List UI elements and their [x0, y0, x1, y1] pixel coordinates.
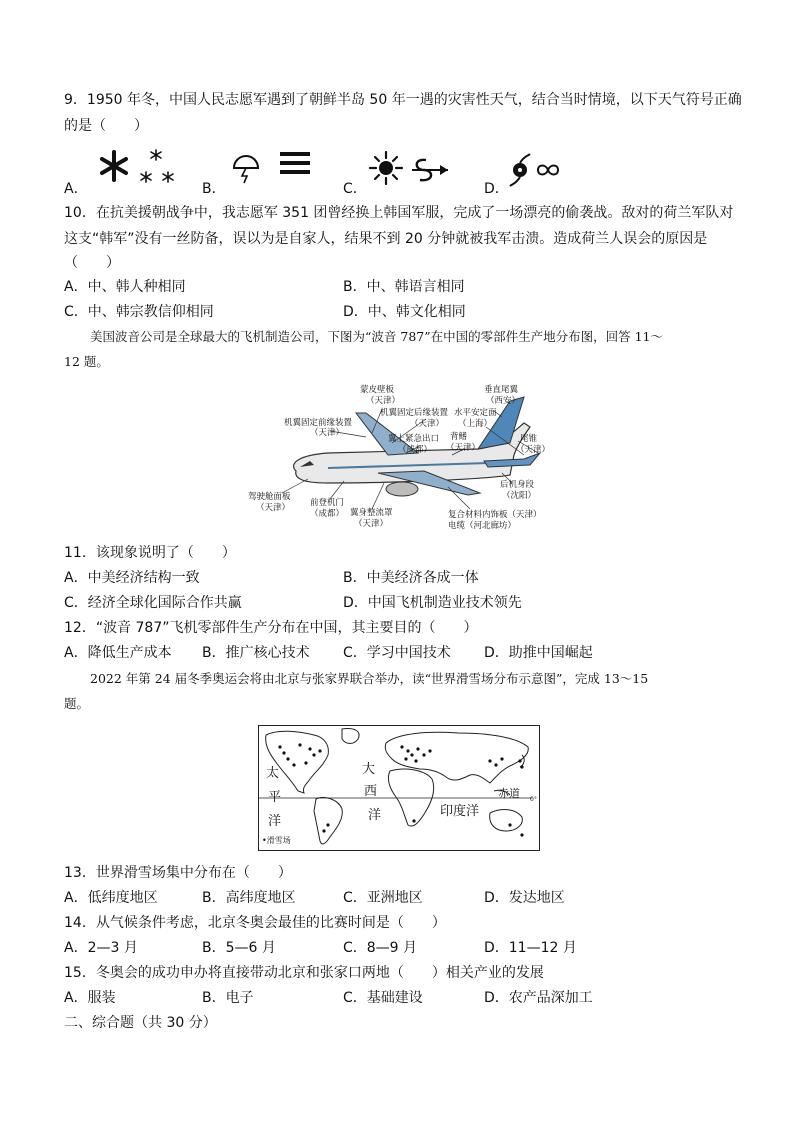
label-dorsal-fin: 背鳍	[450, 432, 468, 442]
label-skin-panel-loc: （天津）	[366, 396, 401, 406]
q14-option-a: A．2—3 月	[64, 940, 138, 956]
label-cockpit-panel: 驾驶舱面板	[248, 492, 291, 502]
q9-stem-line1: 9．1950 年冬，中国人民志愿军遇到了朝鲜半岛 50 年一遇的灾害性天气，结合当时情境，以下天气符号正确	[64, 92, 742, 108]
q12-option-b: B．推广核心技术	[202, 645, 310, 661]
label-forward-door: 前登机门	[310, 498, 345, 508]
label-cables: 电缆（河北廊坊）	[448, 521, 517, 531]
q10-stem-line2: 这支“韩军”没有一丝防备，误以为是自家人，结果不到 20 分钟就被我军击溃。造成荷兰人误会的原因是	[64, 231, 708, 247]
label-horizontal-stabilizer: 水平安定面	[454, 408, 497, 418]
q9-option-c-label: C．	[343, 181, 367, 197]
map-label-pacific-1: 太	[266, 766, 280, 781]
thunderstorm-and-fog-icon	[226, 146, 316, 186]
q11-option-c: C．经济全球化国际合作共赢	[64, 595, 242, 611]
map-label-atlantic-3: 洋	[368, 808, 382, 823]
q10-option-d: D．中、韩文化相同	[343, 304, 466, 320]
label-tail-cone: 尾锥	[520, 434, 538, 444]
intro-13-15-line2: 题。	[64, 696, 90, 711]
label-wing-trailing-edge-loc: （天津）	[410, 419, 445, 429]
q15-option-c: C．基础建设	[343, 990, 423, 1006]
label-skin-panel: 蒙皮壁板	[360, 385, 395, 395]
world-ski-resort-map	[258, 725, 540, 851]
q14-option-c: C．8—9 月	[343, 940, 418, 956]
intro-11-12-line1: 美国波音公司是全球最大的飞机制造公司，下图为“波音 787”在中国的零部件生产地分布图，回答 11～	[90, 329, 663, 344]
q11-option-b: B．中美经济各成一体	[343, 570, 479, 586]
q14-stem: 14．从气候条件考虑，北京冬奥会最佳的比赛时间是（ ）	[64, 915, 446, 931]
label-wing-trailing-edge: 机翼固定后缘装置	[380, 408, 449, 418]
q11-option-d: D．中国飞机制造业技术领先	[343, 595, 522, 611]
q15-option-d: D．农产品深加工	[484, 990, 593, 1006]
label-aft-fuselage: 后机身段	[500, 480, 535, 490]
q11-stem: 11．该现象说明了（ ）	[64, 545, 236, 561]
map-label-atlantic-2: 西	[364, 784, 378, 799]
map-legend: •滑雪场	[262, 836, 291, 845]
q10-option-c: C．中、韩宗教信仰相同	[64, 304, 214, 320]
q9-option-b-label: B．	[202, 181, 226, 197]
q14-option-b: B．5—6 月	[202, 940, 276, 956]
label-wing-leading-edge: 机翼固定前缘装置	[284, 418, 353, 428]
q15-stem: 15．冬奥会的成功申办将直接带动北京和张家口两地（ ）相关产业的发展	[64, 965, 544, 981]
q9-option-a-label: A．	[64, 181, 88, 197]
label-dorsal-fin-loc: （天津）	[446, 443, 481, 453]
q10-option-a: A．中、韩人种相同	[64, 279, 186, 295]
q10-stem-line1: 10．在抗美援朝战争中，我志愿军 351 团曾经换上韩国军服，完成了一场漂亮的偷袭战。敌对的荷兰军队对	[64, 205, 734, 221]
label-horizontal-stabilizer-loc: （上海）	[458, 419, 493, 429]
label-wing-body-fairing: 翼身整流罩	[350, 508, 393, 518]
label-overwing-exit: 翼上紧急出口	[388, 434, 440, 444]
label-tail-cone-loc: （天津）	[516, 445, 551, 455]
label-wing-leading-edge-loc: （天津）	[310, 428, 345, 438]
q12-option-a: A．降低生产成本	[64, 645, 172, 661]
q12-option-c: C．学习中国技术	[343, 645, 451, 661]
q13-option-b: B．高纬度地区	[202, 890, 296, 906]
q15-option-a: A．服装	[64, 990, 116, 1006]
q13-option-c: C．亚洲地区	[343, 890, 423, 906]
q10-stem-line3: （ ）	[64, 255, 120, 271]
map-label-pacific-2: 平	[268, 790, 282, 805]
label-vertical-tail: 垂直尾翼	[484, 385, 519, 395]
label-vertical-tail-loc: （西安）	[486, 396, 521, 406]
sunny-and-wind-icon	[368, 146, 458, 190]
q10-option-b: B．中、韩语言相同	[343, 279, 465, 295]
label-forward-door-loc: （成都）	[310, 509, 345, 519]
q12-stem: 12．“波音 787”飞机零部件生产分布在中国，其主要目的（ ）	[64, 620, 478, 636]
map-label-equator: 赤道	[498, 787, 520, 800]
map-label-atlantic-1: 大	[362, 762, 376, 777]
q14-option-d: D．11—12 月	[484, 940, 577, 956]
snow-symbols-icon	[96, 146, 186, 190]
q13-option-d: D．发达地区	[484, 890, 565, 906]
q11-option-a: A．中美经济结构一致	[64, 570, 200, 586]
label-aft-fuselage-loc: （沈阳）	[502, 491, 537, 501]
typhoon-and-haze-icon	[508, 152, 568, 188]
q15-option-b: B．电子	[202, 990, 254, 1006]
section-2-title: 二、综合题（共 30 分）	[64, 1015, 217, 1031]
q13-stem: 13．世界滑雪场集中分布在（ ）	[64, 865, 292, 881]
intro-13-15-line1: 2022 年第 24 届冬季奥运会将由北京与张家界联合举办，读“世界滑雪场分布示意图”，完成 13～15	[90, 671, 649, 686]
label-interior-panels: 复合材料内饰板（天津）	[448, 510, 542, 520]
q12-option-d: D．助推中国崛起	[484, 645, 593, 661]
map-label-pacific-3: 洋	[268, 814, 282, 829]
map-label-indian-ocean: 印度洋	[440, 804, 480, 819]
q13-option-a: A．低纬度地区	[64, 890, 158, 906]
map-label-zero-degree: 0°	[530, 796, 537, 803]
engine-shape	[386, 482, 418, 496]
q9-stem-line2: 的是（ ）	[64, 118, 148, 134]
q9-option-d-label: D．	[484, 181, 509, 197]
label-wing-body-fairing-loc: （天津）	[354, 519, 389, 529]
boeing-787-parts-diagram	[248, 383, 560, 533]
label-overwing-exit-loc: （成都）	[398, 445, 433, 455]
label-cockpit-panel-loc: （天津）	[256, 503, 291, 513]
intro-11-12-line2: 12 题。	[64, 354, 109, 369]
